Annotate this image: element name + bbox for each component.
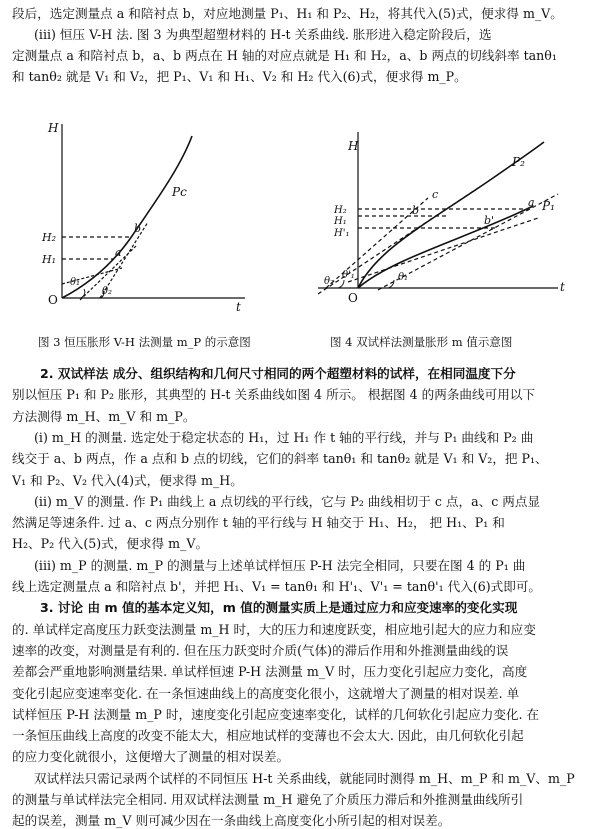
body-line: 的应力变化就很小，这便增大了测量的相对误差。 xyxy=(12,749,290,765)
body-line: 一条恒压曲线上高度的改变不能太大，相应地试样的变薄也不会太大. 因此，由几何软化引起 xyxy=(12,728,524,744)
fig4-label-p2: P₂ xyxy=(512,155,525,169)
figure-4-diagram xyxy=(318,128,580,308)
body-line: 方法测得 m_H、m_V 和 m_P。 xyxy=(12,408,196,424)
fig4-label-theta1: θ₁ xyxy=(398,272,409,283)
fig3-label-h: H xyxy=(48,121,59,135)
intro-line: (iii) 恒压 V-H 法. 图 3 为典型超塑材料的 H-t 关系曲线. 胀形进入稳定阶段后，选 xyxy=(34,27,492,42)
body-line: 试样恒压 P-H 法测量 m_P 时，速度变化引起应变速率变化，试样的几何软化引起应力变化. 在 xyxy=(12,706,540,722)
fig4-theta2-arc xyxy=(338,280,344,288)
fig4-label-h1p: H'₁ xyxy=(334,228,350,239)
intro-line: 段后，选定测量点 a 和陪衬点 b，对应地测量 P₁、H₁ 和 P₂、H₂，将其代入(5)式，便求得 m_V。 xyxy=(12,6,563,21)
body-line: 起的误差，测量 m_V 则可减少因在一条曲线上高度变化小所引起的相对误差。 xyxy=(12,813,451,829)
section-heading-line: 2. 双试样法 成分、组织结构和几何尺寸相同的两个超塑材料的试样，在相同温度下分 xyxy=(40,366,516,381)
body-line: 的测量与单试样法完全相同. 用双试样法测量 m_H 避免了介质压力滞后和外推测量曲线所引 xyxy=(12,792,524,807)
fig4-label-a: a xyxy=(528,196,535,209)
body-line: (iii) m_P 的测量. m_P 的测量与上述单试样恒压 P-H 法完全相同，只要在图 4 的 P₁ 曲 xyxy=(34,557,526,573)
body-line: 速率的改变，对测量是有利的. 但在压力跃变时介质(气体)的滞后作用和外推测量曲线的误 xyxy=(12,642,509,658)
fig4-label-h: H xyxy=(348,139,359,153)
body-line: (i) m_H 的测量. 选定处于稳定状态的 H₁，过 H₁ 作 t 轴的平行线，并与 P₁ 曲线和 P₂ 曲 xyxy=(34,429,534,445)
body-line: V₁ 和 P₂、V₂ 代入(4)式，便求得 m_H。 xyxy=(12,472,243,488)
body-line: 差都会严重地影响测量结果. 单试样恒速 P-H 法测量 m_V 时，压力变化引起应力变化，高度 xyxy=(12,664,528,680)
fig4-label-theta1p: θ'₁ xyxy=(342,270,355,281)
body-line: 的. 单试样定高度压力跃变法测量 m_H 时，大的压力和速度跃变，相应地引起大的应力和应变 xyxy=(12,621,536,637)
fig3-label-theta2: θ₂ xyxy=(102,286,113,297)
figure-4-caption: 图 4 双试样法测量胀形 m 值示意图 xyxy=(330,335,513,349)
body-line: 别以恒压 P₁ 和 P₂ 胀形，其典型的 H-t 关系曲线如图 4 所示。 根据图 4 的两条曲线可用以下 xyxy=(12,387,535,403)
body-line: 变化引起应变速率变化. 在一条恒速曲线上的高度变化很小，这就增大了测量的相对误差. 单 xyxy=(12,685,520,701)
fig4-curve-p1 xyxy=(358,206,533,288)
section-heading-line: 3. 讨论 由 m 值的基本定义知，m 值的测量实质上是通过应力和应变速率的变化实现 xyxy=(40,600,518,616)
fig3-label-b: b xyxy=(134,222,142,235)
figure-3-diagram xyxy=(40,118,280,318)
fig4-theta1-arc xyxy=(388,280,394,288)
body-line: 双试样法只需记录两个试样的不同恒压 H-t 关系曲线，就能同时测得 m_H、m_P 和 m_V、m_P xyxy=(34,770,575,786)
fig4-label-c: c xyxy=(432,188,439,201)
fig4-label-theta2: θ₂ xyxy=(324,276,335,287)
fig4-label-bp: b' xyxy=(484,214,495,227)
fig3-label-a: a xyxy=(115,246,122,259)
fig4-label-o: O xyxy=(348,291,358,305)
fig3-label-o: O xyxy=(48,293,58,307)
intro-line: 和 tanθ₂ 就是 V₁ 和 V₂，把 P₁、V₁ 和 H₁、V₂ 和 H₂ 代入(6)式，便求得 m_P。 xyxy=(12,69,467,84)
fig3-curve-pc xyxy=(62,136,192,298)
fig3-label-theta1: θ₁ xyxy=(70,277,81,288)
fig3-label-pc: Pc xyxy=(172,185,187,199)
fig3-label-t: t xyxy=(236,300,241,314)
fig4-label-b: b xyxy=(412,204,420,217)
fig4-label-p1: P₁ xyxy=(542,199,555,213)
fig4-label-t: t xyxy=(560,280,565,294)
fig3-label-h1: H₁ xyxy=(42,253,57,266)
fig4-label-h2: H₂ xyxy=(334,205,347,216)
body-line: 线上选定测量点 a 和陪衬点 b'，并把 H₁、V₁ = tanθ₁ 和 H'₁、V'₁ = tanθ'₁ 代入(6)式即可。 xyxy=(12,579,542,594)
body-line: H₂、P₂ 代入(5)式，便求得 m_V。 xyxy=(12,536,209,552)
body-line: (ii) m_V 的测量. 作 P₁ 曲线上 a 点切线的平行线，它与 P₂ 曲线相切于 c 点，a、c 两点显 xyxy=(34,493,541,509)
intro-line: 定测量点 a 和陪衬点 b，a、b 两点在 H 轴的对应点就是 H₁ 和 H₂，a、b 两点的切线斜率 tanθ₁ xyxy=(12,48,557,63)
body-line: 线交于 a、b 两点，作 a 点和 b 点的切线，它们的斜率 tanθ₁ 和 tanθ₂ 就是 V₁ 和 V₂，把 P₁、 xyxy=(12,451,548,467)
figure-3-caption: 图 3 恒压胀形 V-H 法测量 m_P 的示意图 xyxy=(38,335,251,349)
body-line: 然满足等速条件. 过 a、c 两点分别作 t 轴的平行线与 H 轴交于 H₁、H₂， 把 H₁、P₁ 和 xyxy=(12,515,505,531)
fig4-label-h1: H₁ xyxy=(334,216,347,227)
fig3-label-h2: H₂ xyxy=(42,231,57,244)
